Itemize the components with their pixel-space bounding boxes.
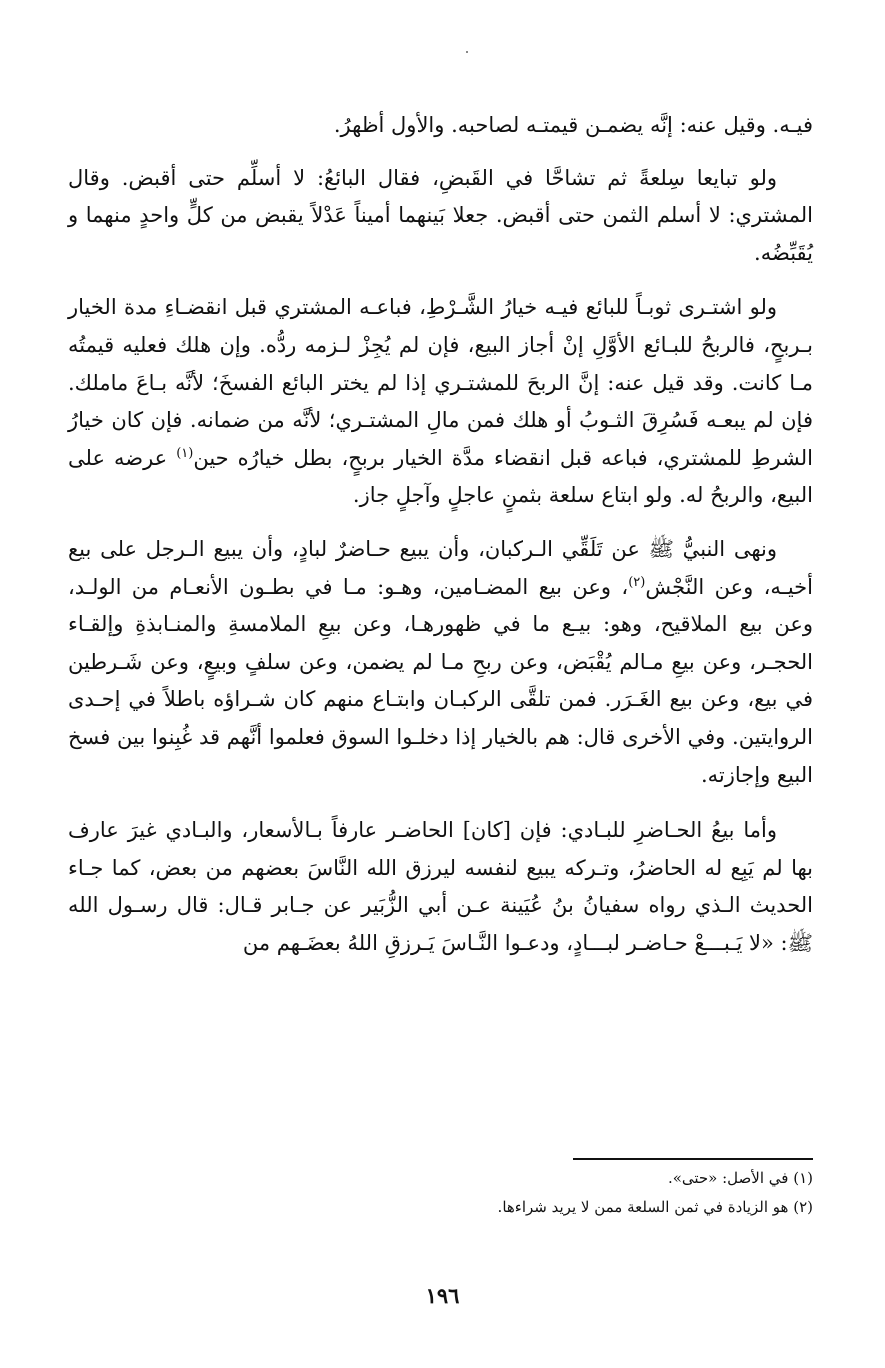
footnote-divider — [573, 1158, 813, 1160]
paragraph-3-text-a: ولو اشتـرى ثوبـاً للبائع فيـه خيارُ الشَّـرْطِ، فباعـه المشتري قبل انقضـاءِ مدة الخيار بـربحٍ، فالربحُ للبـائع الأوَّلِ إنْ أجاز البيع، فإن لم يُجِزْ لـزمه ردُّه. وإن هلك فعليه قيمتُه مـا كانت. وقد قيل عنه: إنَّ الربحَ للمشتـري إذا لم يختر البائع الفسخَ؛ لأنَّه بـاعَ ماملك. فإن لم يبعـه فَسُرِقَ الثـوبُ أو هلك فمن مالِ المشتـري؛ لأنَّه من ضمانه. فإن كان خيارُ الشرطِ للمشتري، فباعه قبل انقضاء مدَّة الخيار بربحٍ، بطل خيارُه حين — [68, 295, 813, 470]
paragraph-2: ولو تبايعا سِلعةً ثم تشاحَّا في القَبضِ، فقال البائعُ: لا أسلِّم حتى أقبض. وقال المشتري: لا أسلم الثمن حتى أقبض. جعلا بَينهما أميناً عَدْلاً يقبض من كلٍّ واحدٍ منهما و يُقَبِّضُه. — [68, 165, 813, 265]
footnote-ref-1: (١) — [176, 445, 194, 461]
footnote-ref-2: (٢) — [628, 574, 646, 590]
paragraph-3 — [68, 289, 813, 515]
page-number: ١٩٦ — [425, 1283, 460, 1308]
paragraph-3-text-b: عرضه على البيع، والربحُ له. ولو ابتاع سلعة بثمنٍ عاجلٍ وآجلٍ جاز. — [68, 445, 813, 508]
main-text — [68, 107, 813, 962]
paragraph-4 — [68, 531, 813, 794]
paragraph-4-text-b: ، وعن بيع المضـامين، وهـو: مـا في بطـون الأنعـام من الولـد، وعن بيع الملاقيح، وهو: بيـع ما في ظهورهـا، وعن بيعِ الملامسةِ والمنـابذةِ وإلقـاء الحجـر، وعن بيعِ مـالم يُقْبَض، وعن ربحِ مـا لم يضمن، وعن سلفٍ وبيعٍ، وعن شَـرطين في بيع، وعن بيع الغَـرَر. فمن تلقَّى الركبـان وابتـاع منهم كان شـراؤه باطلاً في إحـدى الروايتين. وفي الأخرى قال: هم بالخيار إذا دخلـوا السوق فعلموا أنَّهم قد غُبِنوا بين فسخ البيع وإجازته. — [68, 574, 813, 787]
footnote-2: (٢) هو الزيادة في ثمن السلعة ممن لا يريد شراءها. — [497, 1198, 813, 1216]
paragraph-5: وأما بيعُ الحـاضرِ للبـادي: فإن [كان] الحاضـر عارفاً بـالأسعار، والبـادي غيرَ عارف بها لم يَبِع له الحاضرُ، وتـركه يبيع لنفسه ليرزق الله النَّاسَ بعضهم من بعض، كما جـاء الحديث الـذي رواه سفيانُ بنُ عُيَينة عـن أبي الزُّبَير عن جـابر قـال: قال رسـول الله ﷺ: «لا يَـبـــعْ حـاضـر لبـــادٍ، ودعـوا النَّـاسَ يَـرزقِ اللهُ بعضَـهم من — [68, 818, 813, 955]
paragraph-4-text-a: ونهى النبيُّ ﷺ عن تَلَقِّي الـركبان، وأن يبيع حـاضرٌ لبادٍ، وأن يبيع الـرجل على بيع أخيـه، وعن النَّجْش — [68, 536, 813, 599]
footnote-1: (١) في الأصل: «حتى». — [667, 1169, 813, 1187]
scan-speck — [466, 51, 468, 53]
paragraph-1: فيـه. وقيل عنه: إنَّه يضمـن قيمتـه لصاحبه. والأول أظهرُ. — [333, 113, 813, 137]
footnotes — [68, 1164, 813, 1222]
